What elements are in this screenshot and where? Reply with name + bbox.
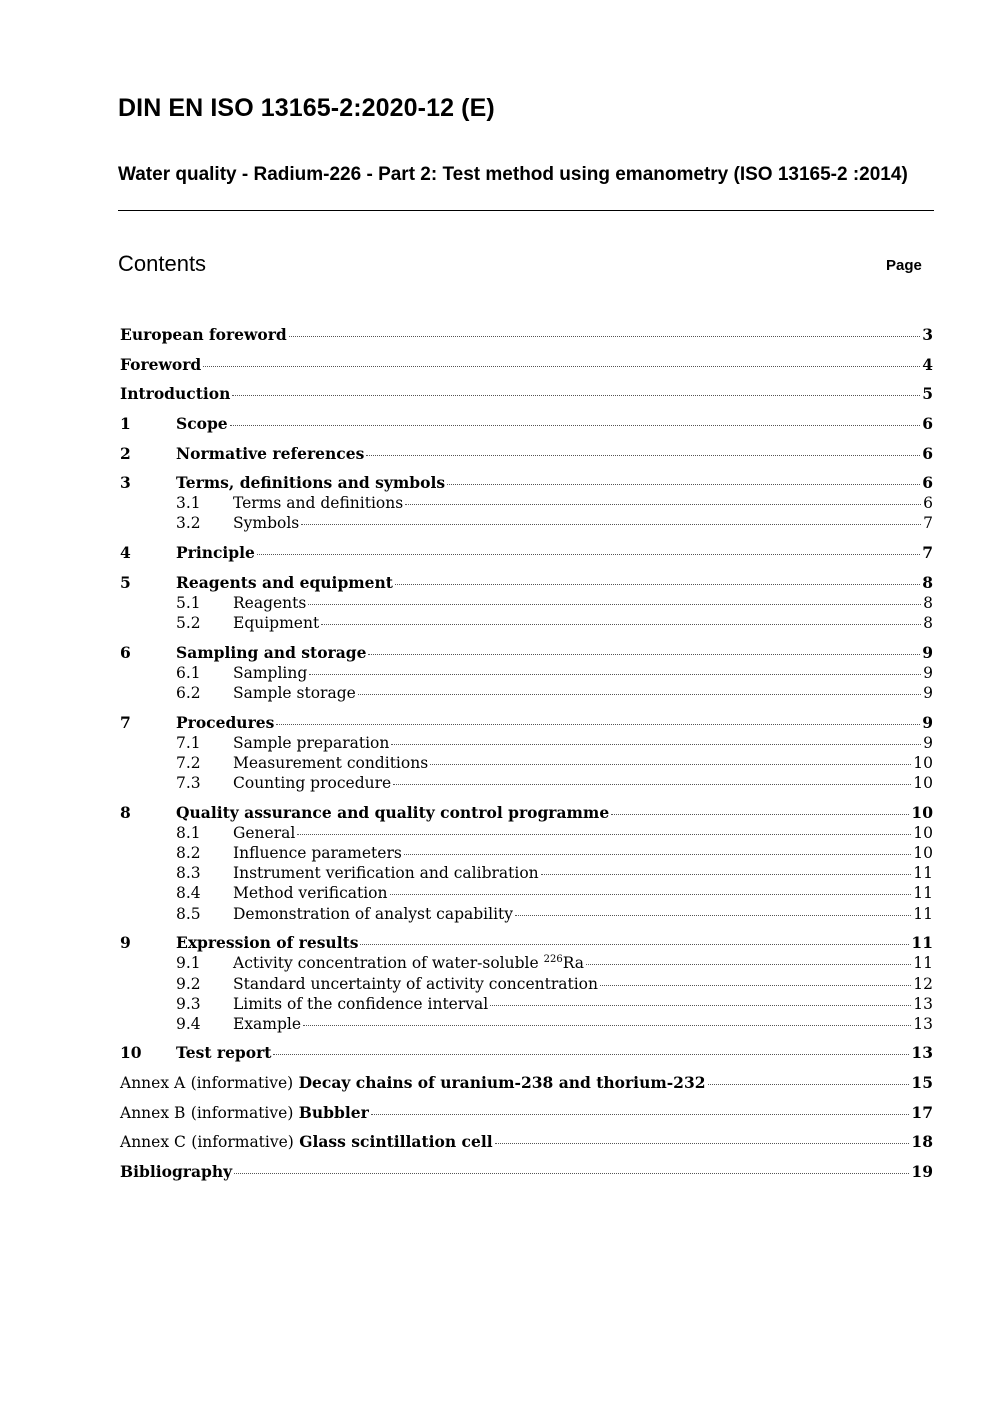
dot-leader [430, 764, 911, 765]
toc-entry-page: 7 [922, 543, 933, 562]
toc-entry-number: 1 [120, 414, 131, 433]
dot-leader [358, 694, 921, 695]
toc-entry-number: 8.2 [176, 844, 201, 862]
toc-entry-page: 11 [913, 954, 933, 972]
toc-entry-9-4[interactable] [120, 1014, 933, 1034]
dot-leader [234, 1173, 909, 1174]
toc-entry-title: Counting procedure [233, 774, 392, 792]
toc-entry-page: 9 [922, 713, 933, 732]
dot-leader [393, 784, 911, 785]
dot-leader [708, 1084, 910, 1085]
toc-entry-title: Introduction [120, 384, 231, 403]
title-divider [118, 210, 934, 211]
toc-entry-title: Procedures [176, 713, 275, 732]
contents-heading: Contents [118, 251, 207, 276]
toc-entry-title: Expression of results [176, 933, 359, 952]
toc-entry-1[interactable] [120, 414, 933, 434]
toc-entry-9-2[interactable] [120, 974, 933, 994]
toc-entry-8-1[interactable] [120, 823, 933, 843]
toc-entry-page: 10 [913, 774, 933, 792]
annex-label: Annex C [120, 1133, 186, 1151]
toc-entry-number: 9.4 [176, 1015, 201, 1033]
toc-entry-number: 6.1 [176, 664, 201, 682]
toc-entry-10[interactable] [120, 1043, 933, 1063]
toc-entry-number: 8.3 [176, 864, 201, 882]
dot-leader [371, 1114, 910, 1115]
dot-leader [257, 554, 920, 555]
toc-entry-8-4[interactable] [120, 883, 933, 903]
toc-entry-page: 10 [913, 844, 933, 862]
toc-entry-3-2[interactable] [120, 513, 933, 533]
toc-entry-title: Sampling [233, 664, 308, 682]
toc-entry-title: Instrument verification and calibration [233, 864, 539, 882]
toc-entry-introduction[interactable] [120, 384, 933, 404]
toc-entry-title: Limits of the confidence interval [233, 995, 489, 1013]
toc-entry-6[interactable] [120, 643, 933, 663]
toc-entry-number: 6 [120, 643, 131, 662]
toc-entry-number: 10 [120, 1043, 142, 1062]
toc-entry-number: 3.1 [176, 494, 201, 512]
toc-entry-number: 2 [120, 444, 131, 463]
toc-entry-title: Influence parameters [233, 844, 402, 862]
dot-leader [301, 524, 921, 525]
dot-leader [203, 366, 920, 367]
toc-entry-number: 6.2 [176, 684, 201, 702]
toc-entry-page: 9 [923, 684, 933, 702]
toc-entry-number: 7.1 [176, 734, 201, 752]
dot-leader [297, 834, 911, 835]
toc-entry-title [120, 1073, 706, 1093]
toc-entry-9-3[interactable] [120, 994, 933, 1014]
toc-entry-9-1[interactable] [120, 953, 933, 973]
toc-entry-page: 11 [911, 933, 933, 952]
toc-entry-5-2[interactable] [120, 613, 933, 633]
toc-entry-3[interactable] [120, 473, 933, 493]
toc-entry-title: Sampling and storage [176, 643, 367, 662]
annex-title: Decay chains of uranium-238 and thorium-232 [298, 1073, 706, 1092]
toc-entry-number: 8.5 [176, 905, 201, 923]
toc-entry-number: 7.3 [176, 774, 201, 792]
dot-leader [308, 604, 921, 605]
toc-entry-page: 13 [913, 1015, 933, 1033]
dot-leader [490, 1005, 911, 1006]
dot-leader [366, 455, 920, 456]
toc-entry-9[interactable] [120, 933, 933, 953]
toc-entry-page: 13 [913, 995, 933, 1013]
toc-entry-page: 13 [911, 1043, 933, 1062]
annex-qualifier: (informative) [191, 1133, 294, 1151]
toc-entry-title: Standard uncertainty of activity concentration [233, 975, 598, 993]
document-title: DIN EN ISO 13165-2:2020-12 (E) [118, 94, 495, 122]
toc-entry-7-1[interactable] [120, 733, 933, 753]
toc-entry-5-1[interactable] [120, 593, 933, 613]
toc-entry-title: Method verification [233, 884, 388, 902]
toc-entry-title: Reagents [233, 594, 307, 612]
toc-entry-number: 9.1 [176, 954, 201, 972]
toc-entry-page: 17 [911, 1103, 933, 1122]
toc-entry-number: 4 [120, 543, 131, 562]
toc-entry-3-1[interactable] [120, 493, 933, 513]
toc-entry-5[interactable] [120, 573, 933, 593]
toc-entry-title: Quality assurance and quality control programme [176, 803, 610, 822]
toc-entry-page: 3 [922, 325, 933, 344]
toc-entry-number: 7.2 [176, 754, 201, 772]
toc-entry-foreword[interactable] [120, 355, 933, 375]
toc-entry-6-1[interactable] [120, 663, 933, 683]
dot-leader [232, 395, 920, 396]
toc-entry-title: Bibliography [120, 1162, 233, 1181]
toc-entry-number: 5 [120, 573, 131, 592]
dot-leader [495, 1143, 910, 1144]
dot-leader [586, 964, 911, 965]
toc-entry-title: Demonstration of analyst capability [233, 905, 514, 923]
toc-entry-title: Reagents and equipment [176, 573, 393, 592]
toc-entry-8-3[interactable] [120, 863, 933, 883]
annex-title: Bubbler [298, 1103, 369, 1122]
annex-qualifier: (informative) [190, 1074, 294, 1092]
toc-entry-number: 5.2 [176, 614, 201, 632]
toc-entry-page: 10 [913, 754, 933, 772]
toc-entry-page: 8 [923, 614, 933, 632]
toc-entry-number: 8.4 [176, 884, 201, 902]
dot-leader [289, 336, 920, 337]
dot-leader [390, 894, 912, 895]
dot-leader [611, 814, 909, 815]
toc-entry-6-2[interactable] [120, 683, 933, 703]
toc-entry-title: Normative references [176, 444, 365, 463]
toc-entry-title: Example [233, 1015, 302, 1033]
toc-entry-page: 6 [922, 444, 933, 463]
toc-entry-page: 9 [923, 734, 933, 752]
toc-entry-page: 5 [922, 384, 933, 403]
toc-entry-page: 4 [922, 355, 933, 374]
dot-leader [391, 744, 921, 745]
dot-leader [360, 944, 909, 945]
toc-entry-annex-c[interactable] [120, 1132, 933, 1152]
toc-entry-page: 18 [911, 1132, 933, 1151]
toc-entry-title: Terms and definitions [233, 494, 404, 512]
dot-leader [515, 915, 911, 916]
toc-entry-number: 5.1 [176, 594, 201, 612]
dot-leader [405, 504, 921, 505]
toc-entry-number: 3 [120, 473, 131, 492]
toc-entry-page: 6 [923, 494, 933, 512]
toc-entry-title [120, 1103, 369, 1123]
toc-entry-number: 9 [120, 933, 131, 952]
toc-entry-number: 3.2 [176, 514, 201, 532]
toc-entry-number: 7 [120, 713, 131, 732]
toc-entry-page: 7 [923, 514, 933, 532]
toc-entry-page: 8 [923, 594, 933, 612]
toc-entry-page: 9 [923, 664, 933, 682]
toc-entry-annex-a[interactable] [120, 1073, 933, 1093]
toc-entry-2[interactable] [120, 444, 933, 464]
toc-entry-page: 15 [911, 1073, 933, 1092]
annex-label: Annex B [120, 1104, 186, 1122]
dot-leader [309, 674, 921, 675]
annex-qualifier: (informative) [190, 1104, 294, 1122]
dot-leader [600, 985, 911, 986]
toc-entry-4[interactable] [120, 543, 933, 563]
toc-entry-page: 11 [913, 905, 933, 923]
page-column-heading: Page [886, 257, 922, 274]
toc-entry-page: 6 [922, 473, 933, 492]
dot-leader [273, 1054, 909, 1055]
toc-entry-7-3[interactable] [120, 773, 933, 793]
toc-entry-title: Sample preparation [233, 734, 390, 752]
toc-entry-page: 11 [913, 884, 933, 902]
dot-leader [368, 654, 920, 655]
dot-leader [395, 584, 920, 585]
dot-leader [541, 874, 912, 875]
toc-entry-number: 9.3 [176, 995, 201, 1013]
toc-entry-annex-b[interactable] [120, 1103, 933, 1123]
isotope-superscript: 226 [543, 953, 563, 965]
dot-leader [447, 484, 920, 485]
toc-entry-title: Principle [176, 543, 255, 562]
toc-entry-7[interactable] [120, 713, 933, 733]
toc-entry-page: 8 [922, 573, 933, 592]
toc-entry-8[interactable] [120, 803, 933, 823]
annex-label: Annex A [120, 1074, 186, 1092]
toc-entry-page: 19 [911, 1162, 933, 1181]
toc-entry-number: 9.2 [176, 975, 201, 993]
toc-entry-number: 8 [120, 803, 131, 822]
toc-entry-title: Symbols [233, 514, 300, 532]
toc-entry-title: Terms, definitions and symbols [176, 473, 446, 492]
toc-entry-8-2[interactable] [120, 843, 933, 863]
dot-leader [404, 854, 911, 855]
toc-entry-european-foreword[interactable] [120, 325, 933, 345]
toc-entry-title: Scope [176, 414, 228, 433]
toc-entry-page: 9 [922, 643, 933, 662]
dot-leader [230, 425, 921, 426]
toc-entry-title: Sample storage [233, 684, 356, 702]
toc-entry-title [120, 1132, 493, 1152]
toc-entry-title: Measurement conditions [233, 754, 429, 772]
toc-entry-title: General [233, 824, 296, 842]
toc-entry-7-2[interactable] [120, 753, 933, 773]
toc-entry-page: 12 [913, 975, 933, 993]
annex-title: Glass scintillation cell [299, 1132, 493, 1151]
toc-entry-page: 10 [913, 824, 933, 842]
dot-leader [321, 624, 921, 625]
toc-entry-page: 11 [913, 864, 933, 882]
toc-entry-number: 8.1 [176, 824, 201, 842]
toc-entry-page: 6 [922, 414, 933, 433]
toc-entry-8-5[interactable] [120, 904, 933, 924]
toc-entry-title: Activity concentration of water-soluble $^{226}$Ra [233, 953, 584, 972]
dot-leader [276, 724, 920, 725]
toc-entry-bibliography[interactable] [120, 1162, 933, 1182]
document-subtitle: Water quality - Radium-226 - Part 2: Test method using emanometry (ISO 13165-2 :2014) [118, 164, 908, 185]
toc-entry-title: Equipment [233, 614, 320, 632]
toc-entry-page: 10 [911, 803, 933, 822]
dot-leader [303, 1025, 911, 1026]
toc-entry-title: Foreword [120, 355, 202, 374]
toc-entry-title: European foreword [120, 325, 287, 344]
toc-entry-title: Test report [176, 1043, 272, 1062]
